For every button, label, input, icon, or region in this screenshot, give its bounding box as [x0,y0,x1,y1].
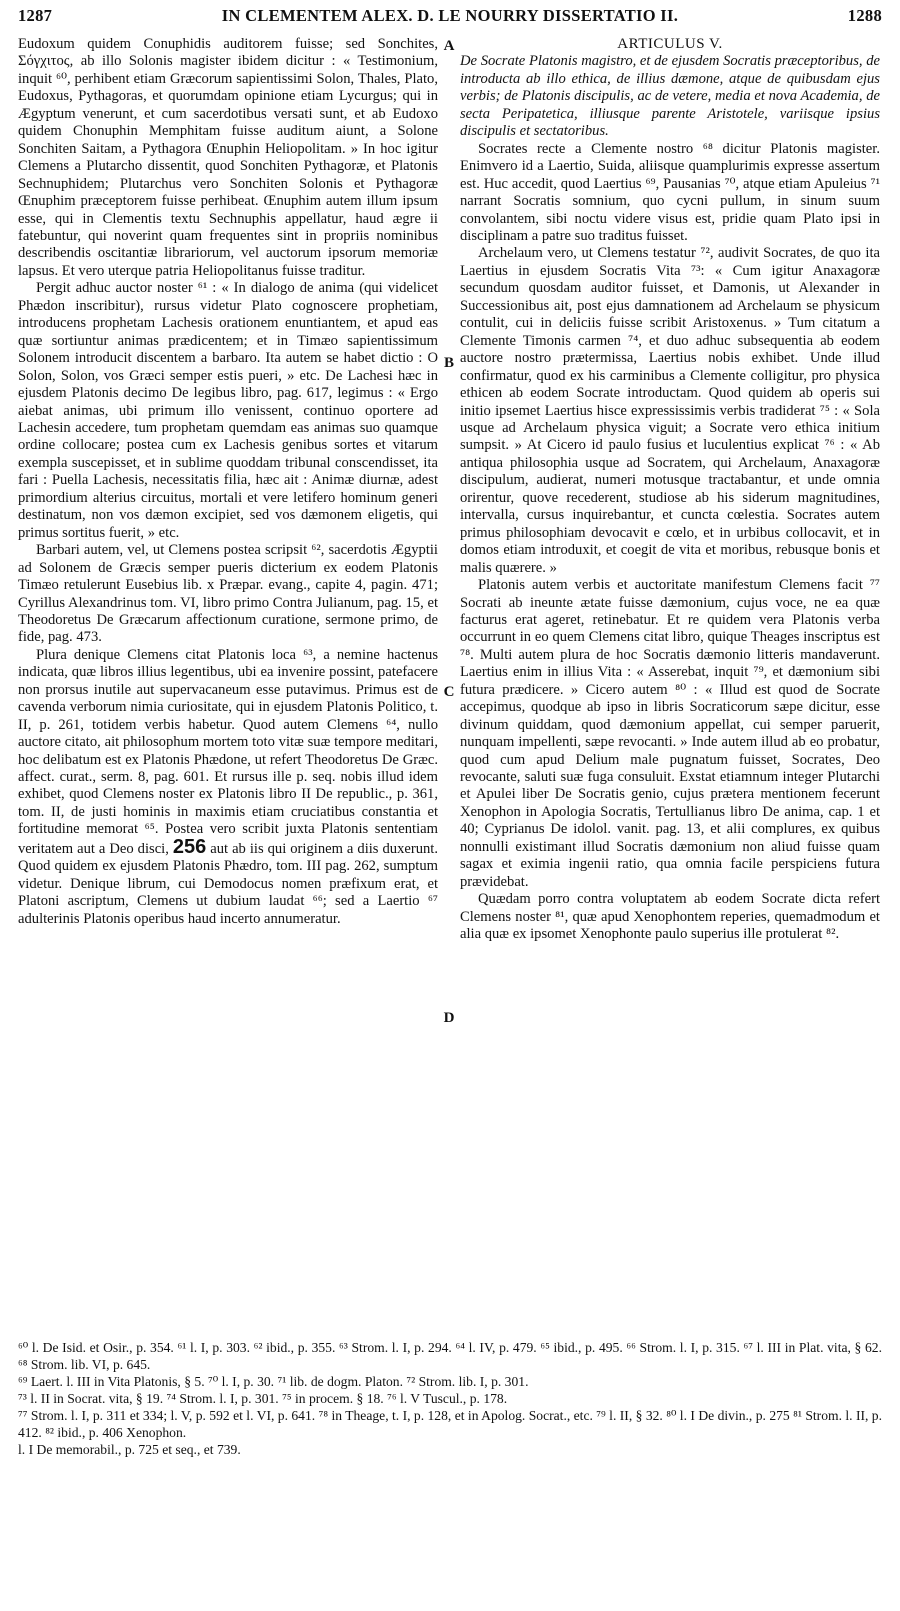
footnote-line-1: ⁶⁰ l. De Isid. et Osir., p. 354. ⁶¹ l. I, p. 303. ⁶² ibid., p. 355. ⁶³ Strom. l. I, p. 294. ⁶⁴ l. IV, p. 479. ⁶⁵ ibid., p. 495. ⁶⁶ Strom. l. I, p. 315. ⁶⁷ l. III in Plat. vita, § 62. ⁶⁸ Strom. lib. VI, p. 645. [18,1340,882,1372]
left-paragraph-4-continuation: aut ab iis qui originem a diis duxerunt. Quod quidem ex ejusdem Platonis Phædro, tom. III pag. 262, sumptum videtur. Denique librum, cui Demodocus nomen præfixum erat, et Platoni ascriptum, Clemens ut dubium laudat ⁶⁶; sed a Laertio ⁶⁷ adulterinis Platonis operibus haud incerto annumeratur. [18,840,439,927]
footnote-line-2: ⁶⁹ Laert. l. III in Vita Platonis, § 5. ⁷⁰ l. I, p. 30. ⁷¹ lib. de dogm. Platon. ⁷² Strom. lib. I, p. 301. [18,1374,529,1389]
footnote-line-5: l. I De memorabil., p. 725 et seq., et 739. [18,1442,241,1457]
section-marker-c: C [443,684,455,700]
left-paragraph-4-text: Plura denique Clemens citat Platonis loca ⁶³, a nemine hactenus indicata, quæ libros illius legentibus, ubi ea invenire possint, patefacere non prorsus inutile aut supervacaneum esse putavimus. Primus est de cavenda verborum nimia curiositate, qui in ejusdem Platonis Politico, t. II, p. 261, totidem verbis habetur. Quod autem Clemens ⁶⁴, nullo auctore citato, ait philosophum mortem toto vitæ suæ tempore meditari, hoc delibatum est ex Platonis Phædone, ut refert Theodoretus De Græc. affect. curat., serm. 8, pag. 601. Et rursus ille p. seq. nobis illud idem exhibet, quod Clemens noster ex Platonis libro II De republic., p. 361, tom. II, de justi hominis in maximis etiam cruciatibus constantia et fortitudine memorat ⁶⁵. Postea vero scribit juxta Platonis sententiam veritatem aut a Deo disci, [18,646,438,857]
footnote-line-3: ⁷³ l. II in Socrat. vita, § 19. ⁷⁴ Strom. l. I, p. 301. ⁷⁵ in procem. § 18. ⁷⁶ l. V Tuscul., p. 178. [18,1391,508,1406]
right-column [460,36,880,944]
left-column [18,36,438,928]
right-paragraph-3: Platonis autem verbis et auctoritate manifestum Clemens facit ⁷⁷ Socrati ab ineunte ætate fuisse dæmonium, cujus voce, ne ea quæ facturus erat ageret, retinebatur. Et re quidem vera Platonis verba occurrunt in eo quem Clemens citat libro, quique Theages inscriptus est ⁷⁸. Multi autem plura de hoc Socratis dæmonio litteris mandaverunt. Laertius enim in illius Vita : « Asserebat, inquit ⁷⁹, et dæmonium sibi futura prædicere. » Cicero autem ⁸⁰ : « Illud est quod de Socrate accepimus, quodque ab ipso in libris Socraticorum sæpe dicitur, esse divinum quiddam, quod dæmonium appellat, cui semper paruerit, nunquam impellenti, sæpe revocanti. » Inde autem illud ab eo probatur, quod cum apud Delium male pugnatum fuisset, Socrates, Deo revocante, saluti suæ fuga consuluit. Exstat etiamnum integer Plutarchi et Apulei liber De Socratis genio, cujus prætera mentionem fecerunt Xenophon in Apologia Socratis, Tertullianus libro De anima, cap. 1 et 40; Cyprianus De idolol. vanit. pag. 13, et alii complures, ex quibus nonnulli existimant illud Socratis dæmonium non aliud fuisse quam sagax et eximia ingenii ratio, qua omnia facile perspiciens futura prævidebat. [460,577,880,890]
page-stamp: 256 [172,835,207,858]
article-title: ARTICULUS V. [617,36,723,52]
right-paragraph-2: Archelaum vero, ut Clemens testatur ⁷², audivit Socrates, de quo ita Laertius in ejusdem Socratis Vita ⁷³: « Cum igitur Anaxagoræ secundum quosdam auditor fuisset, et Damonis, ut Alexander in Successionibus ait, post ejus damnationem ad Archelaum se physicum contulit, cui in deliciis fuisse scribit Aristoxenus. » Tum citatum a Clemente Timonis carmen ⁷⁴, et duo adhuc subsequentia ab eodem auctore nostro prætermissa, Laertius nobis exhibet. Unde illud confirmatur, quod ex his carminibus a Clemente colligitur, pro physica ethicen ab eodem Socrate introductam. Quod quidem ab operis sui initio ipsemet Laertius hisce expressissimis verbis tradiderat ⁷⁵ : « Sola usque ad Archelaum physica viguit; a Socrate vero ethica initium sumpsit. » At Cicero id paulo fusius et luculentius explicat ⁷⁶ : « Ab antiqua philosophia usque ad Socratem, qui Archelaum, Anaxagoræ discipulum, audierat, numeri motusque tractabantur, et unde omnia orirentur, quove recederent, studiose ab his siderum magnitudines, intervalla, cursus inquirebantur, et cuncta cœlestia. Socrates autem primus philosophiam devocavit e cœlo, et in urbibus collocavit, et in domos etiam introduxit, et coegit de vita et moribus, rebusque bonis et malis quærere. » [460,245,880,576]
running-header [18,6,882,30]
running-title: IN CLEMENTEM ALEX. D. LE NOURRY DISSERTATIO II. [221,6,679,25]
left-paragraph-4 [18,647,438,928]
section-marker-a: A [443,38,455,54]
article-summary: De Socrate Platonis magistro, et de ejusdem Socratis præceptoribus, de introducta ab illo ethica, de illius dæmone, atque de quibusdam ejus verbis; de Platonis discipulis, ac de vetere, media et nova Academia, de secta Peripatetica, illiusque parente Aristotele, variisque ipsius discipulis et sectatoribus. [460,53,880,140]
section-marker-d: D [443,1010,455,1026]
page-number-right: 1288 [847,6,882,25]
page-number-left: 1287 [18,6,53,25]
right-paragraph-4: Quædam porro contra voluptatem ab eodem Socrate dicta refert Clemens noster ⁸¹, quæ apud Xenophontem reperies, quemadmodum et alia quæ ex ipsomet Xenophonte paulo superius ille protulerat ⁸². [460,891,880,943]
left-paragraph-3: Barbari autem, vel, ut Clemens postea scripsit ⁶², sacerdotis Ægyptii ad Solonem de Græcis semper pueris dicterium ex eodem Platonis Timæo retulerunt Eusebius lib. x Præpar. evang., capite 4, pagin. 471; Cyrillus Alexandrinus tom. VI, libro primo Contra Julianum, pag. 15, et Theodoretus De Græcarum affectionum curatione, sermone primo, de fide, pag. 473. [18,542,438,646]
section-marker-b: B [443,355,454,371]
left-paragraph-1: Eudoxum quidem Conuphidis auditorem fuisse; sed Sonchites, Σόγχιτος, ab illo Solonis magister ibidem dicitur : « Testimonium, inquit ⁶⁰, perhibent etiam Græcorum sapientissimi Solon, Thales, Plato, Eudoxus, Pythagoras, et quorumdam opinione etiam Lycurgus; qui in Ægyptum venerunt, et cum sacerdotibus versati sunt, et ab Eudoxo quidem Chonuphin Memphitam fuisse auditum aiunt, a Solone Sonchiten Saitam, a Pythagora Œnuphin Heliopolitam. » In hoc igitur Clemens a Plutarcho dissentit, quod Sonchiten Pythagoræ, et Platonis Sechnuphidem; Plutarchus vero Sonchiten Solonis et Pythagoræ Œnuphim præceptorem fuisse perhibeat. Œnuphim autem illum ipsum esse, qui in Clementis textu Sechnuphis appellatur, haud ægre ii fatebuntur, qui noverint quam frequentes sint in propriis nominibus describendis oscitantiæ librariorum, vel auctorum ipsorum memoriæ lapsus. Et vero uterque patria Heliopolitanus fuisse traditur. [18,36,438,279]
footnote-line-4: ⁷⁷ Strom. l. I, p. 311 et 334; l. V, p. 592 et l. VI, p. 641. ⁷⁸ in Theage, t. I, p. 128, et in Apolog. Socrat., etc. ⁷⁹ l. II, § 32. ⁸⁰ l. I De divin., p. 275 ⁸¹ Strom. l. II, p. 412. ⁸² ibid., p. 406 Xenophon. [18,1408,882,1440]
right-paragraph-1: Socrates recte a Clemente nostro ⁶⁸ dicitur Platonis magister. Enimvero id a Laertio, Suida, aliisque quamplurimis expresse assertum est. Huc accedit, quod Laertius ⁶⁹, Pausanias ⁷⁰, atque etiam Apuleius ⁷¹ narrant Socratis somnium, quo cycni pullum, in sinum suum convolantem, sibi noctu videre visus est, pridie quam Plato ipsi in disciplinam a patre suo traditus fuisset. [460,140,880,244]
left-paragraph-2: Pergit adhuc auctor noster ⁶¹ : « In dialogo de anima (qui videlicet Phædon inscribitur), rursus videtur Plato cognoscere prophetiam, introducens prophetam Lachesis orationem enuntiantem, et apud eas quæ sortiuntur animas prædicentem; et in Timæo sapientissimum Solonem introducit discentem a barbaro. Ita autem se habet dictio : O Solon, Solon, vos Græci semper estis pueri, » etc. De Lachesi hæc in ejusdem Platonis decimo De legibus libro, pag. 617, legimus : « Ergo aiebat animas, ubi primum illo venissent, continuo oportere ad Lachesin accedere, tum prophetam quemdam eas animas suo quamque ordine collocare; postea cum ex Lachesis genibus sortes et vitarum exempla suscepisset, et in sublime quoddam tribunal conscendisset, ita fari : Puella Lachesis, necessitatis filia, hæc ait : Animæ diurnæ, adest primordium alterius circuitus, mortali et vere letifero hominum generi destinatum, non vos dæmon excipiet, sed vos dæmonem eligetis, qui primus sortitus fuerit, » etc. [18,280,438,541]
footnotes [18,1339,882,1458]
